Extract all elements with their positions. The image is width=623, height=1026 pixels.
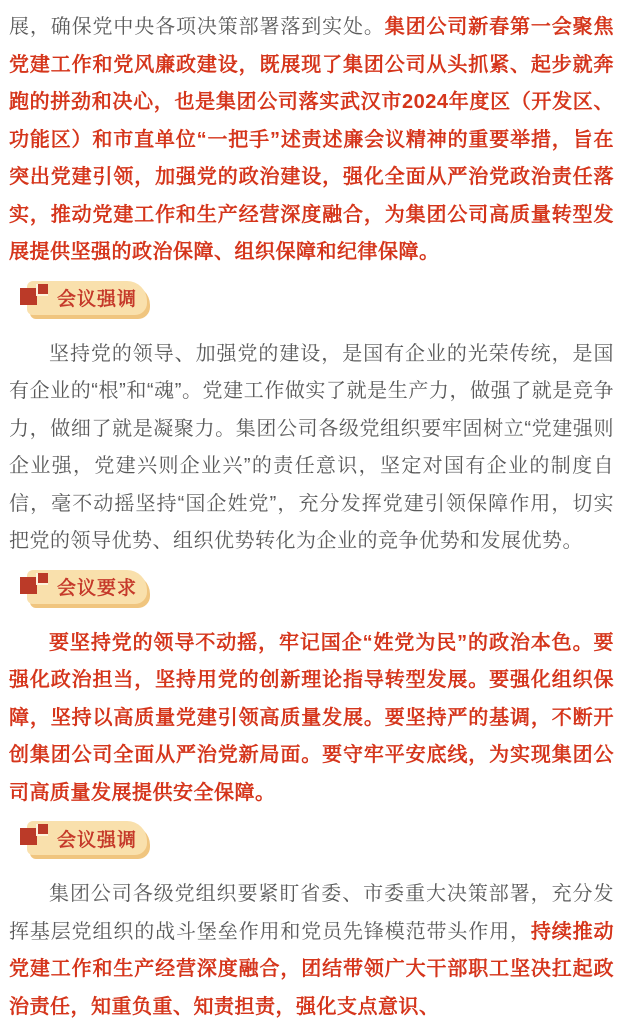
section-heading-row	[9, 281, 614, 319]
text-segment: 要坚持党的领导不动摇，牢记国企“姓党为民”的政治本色。要强化政治担当，坚持用党的创新理论指导转型发展。要强化组织保障，坚持以高质量党建引领高质量发展。要坚持严的基调，不断开创集团公司全面从严治党新局面。要守牢平安底线，为实现集团公司高质量发展提供安全保障。	[9, 631, 614, 804]
small-square-shape	[36, 573, 48, 585]
section-badge	[27, 821, 147, 855]
article-paragraph	[9, 336, 614, 561]
section-heading-row	[9, 821, 614, 859]
small-square-shape	[36, 824, 48, 836]
section-badge-label: 会议强调	[57, 829, 138, 851]
article-paragraph	[9, 625, 614, 813]
pixel-squares-icon	[20, 573, 48, 595]
pixel-squares-icon	[20, 284, 48, 306]
text-segment: 展，确保党中央各项决策部署落到实处。	[9, 16, 385, 38]
section-badge-label: 会议强调	[57, 289, 138, 310]
section-badge-label: 会议要求	[57, 578, 138, 599]
section-badge	[27, 281, 147, 315]
article-paragraph	[9, 9, 614, 272]
text-segment: 坚持党的领导、加强党的建设，是国有企业的光荣传统，是国有企业的“根”和“魂”。党建工作做实了就是生产力，做强了就是竞争力，做细了就是凝聚力。集团公司各级党组织要牢固树立“党建强则企业强，党建兴则企业兴”的责任意识，坚定对国有企业的制度自信，毫不动摇坚持“国企姓党”，充分发挥党建引领保障作用，切实把党的领导优势、组织优势转化为企业的竞争优势和发展优势。	[9, 342, 614, 552]
big-square-shape	[20, 577, 37, 594]
section-badge	[27, 570, 147, 604]
pixel-squares-icon	[20, 824, 48, 846]
section-heading-row	[9, 570, 614, 608]
text-segment: 集团公司各级党组织要紧盯省委、市委重大决策部署，充分发挥基层党组织的战斗堡垒作用和党员先锋模范带头作用，	[9, 883, 614, 943]
small-square-shape	[36, 284, 48, 296]
article-paragraph	[9, 876, 614, 1026]
text-segment: 集团公司新春第一会聚焦党建工作和党风廉政建设，既展现了集团公司从头抓紧、起步就奔跑的拼劲和决心，也是集团公司落实武汉市2024年度区（开发区、功能区）和市直单位“一把手”述责述廉会议精神的重要举措，旨在突出党建引领，加强党的政治建设，强化全面从严治党政治责任落实，推动党建工作和生产经营深度融合，为集团公司高质量转型发展提供坚强的政治保障、组织保障和纪律保障。	[9, 16, 614, 263]
big-square-shape	[20, 288, 37, 305]
big-square-shape	[20, 828, 37, 845]
text-segment: 持续推动党建工作和生产经营深度融合，团结带领广大干部职工坚决扛起政治责任，知重负重、知责担责，强化支点意识、	[9, 920, 614, 1018]
